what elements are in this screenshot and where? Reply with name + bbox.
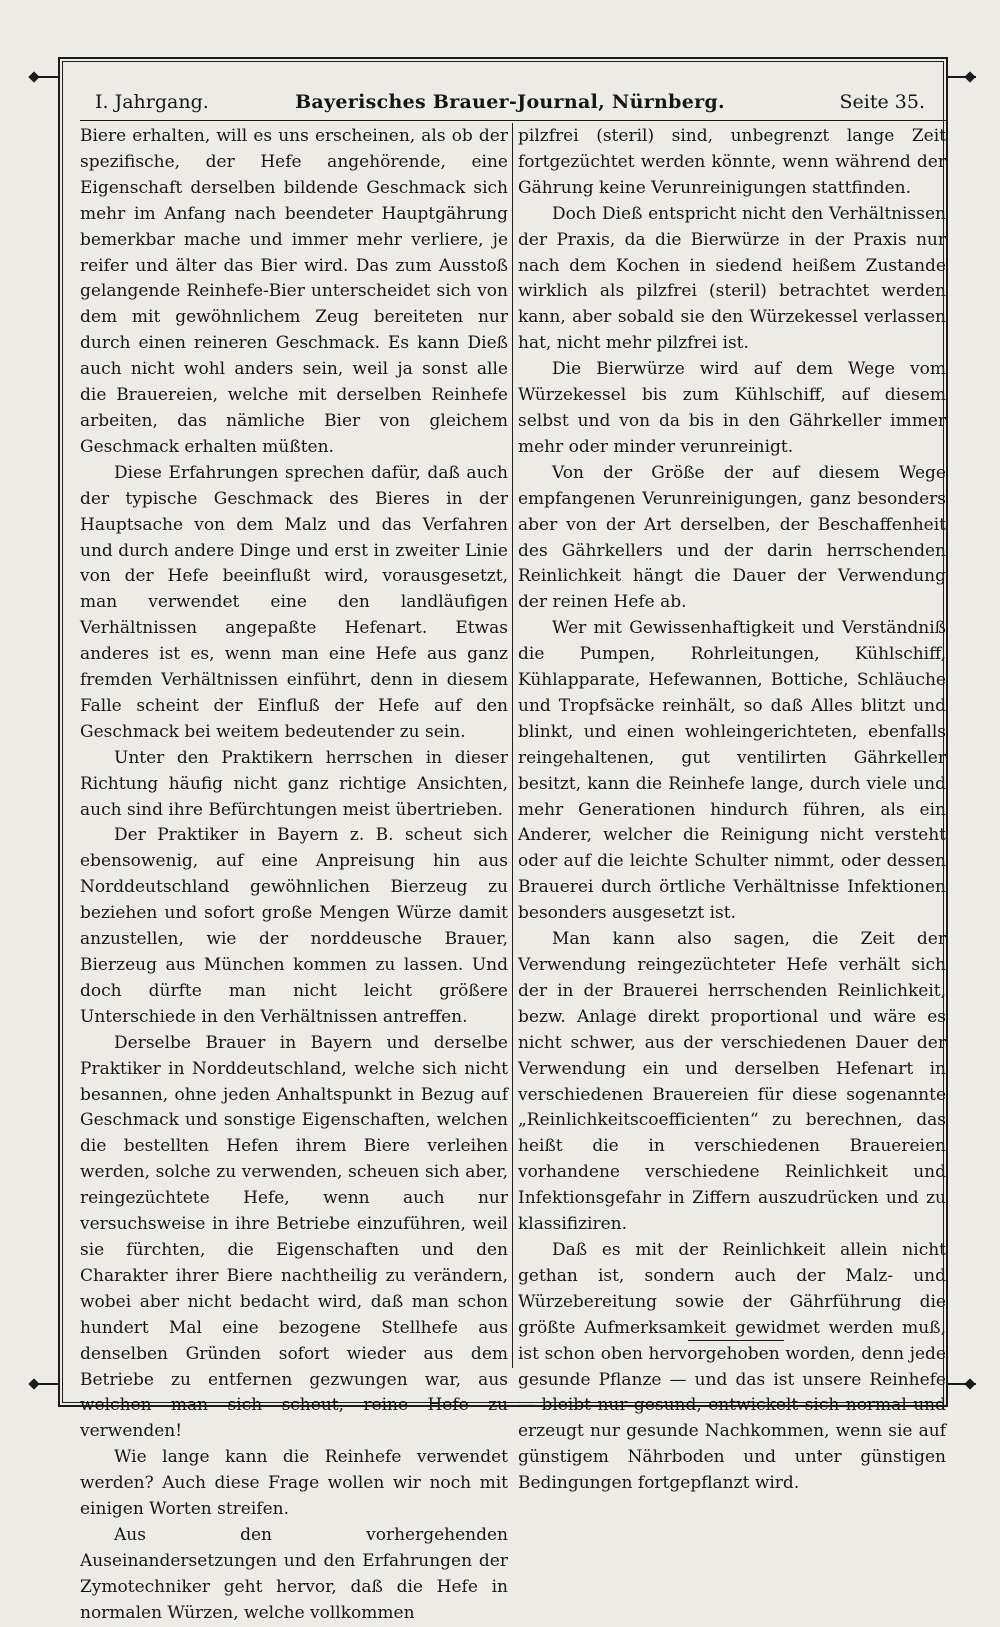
paragraph: Wer mit Gewissenhaftigkeit und Verständniß die Pumpen, Rohrleitungen, Kühlschiff, Kühlapparate, Hefewannen, Bottiche, Schläuche und Tropfsäcke reinhält, so daß Alles blitzt und blinkt, und einen wohleingerichteten, ebenfalls reingehaltenen, gut ventilirten Gährkeller besitzt, kann die Reinhefe lange, durch viele und mehr Generationen hindurch führen, als ein Anderer, welcher die Reinigung nicht versteht oder auf die leichte Schulter nimmt, oder dessen Brauerei durch örtliche Verhältnisse Infektionen besonders ausgesetzt ist. [518,618,946,924]
ornament-diamond-icon [28,71,39,82]
paragraph: Daß es mit der Reinlichkeit allein nicht gethan ist, sondern auch der Malz- und Würzebereitung sowie der Gährführung die größte Aufmerksamkeit gewidmet werden muß, ist schon oben hervorgehoben worden, denn jede gesunde Pflanze — und das ist unsere Reinhefe — bleibt nur gesund, entwickelt sich normal und erzeugt nur gesunde Nachkommen, wenn sie auf günstigem Nährboden und unter günstigen Bedingungen fortgepflanzt wird. [518,1239,946,1494]
ornament-diamond-icon [28,1378,39,1389]
ornament-diamond-icon [964,71,975,82]
paragraph: Doch Dieß entspricht nicht den Verhältnissen der Praxis, da die Bierwürze in der Praxis nur nach dem Kochen in siedend heißem Zustande wirklich als pilzfrei (steril) betrachtet werden kann, aber sobald sie den Würzekessel verlassen hat, nicht mehr pilzfrei ist. [518,203,946,354]
journal-title: Bayerisches Brauer-Journal, Nürnberg. [295,91,725,113]
paragraph: Diese Erfahrungen sprechen dafür, daß auch der typische Geschmack des Bieres in der Hauptsache von dem Malz und das Verfahren und durch andere Dinge und erst in zweiter Linie von der Hefe beeinflußt wird, vorausgesetzt, man verwendet eine den landläufigen Verhältnissen angepaßte Hefenart. Etwas anderes ist es, wenn man eine Hefe aus ganz fremden Verhältnissen einführt, denn in diesem Falle scheint der Einfluß der Hefe auf den Geschmack bei weitem bedeutender zu sein. [80,462,508,742]
header-divider [80,120,948,121]
paragraph: Die Bierwürze wird auf dem Wege vom Würzekessel bis zum Kühlschiff, auf diesem selbst und von da bis in den Gährkeller immer mehr oder minder verunreinigt. [518,359,946,457]
right-column [518,124,946,1497]
page-number: Seite 35. [839,91,925,113]
ornament-diamond-icon [964,1378,975,1389]
paragraph: Aus den vorhergehenden Auseinandersetzungen und den Erfahrungen der Zymotechniker geht hervor, daß die Hefe in normalen Würzen, welche vollkommen [80,1524,508,1623]
column-divider [512,123,513,1368]
running-header [95,88,925,118]
paragraph: Biere erhalten, will es uns erscheinen, als ob der spezifische, der Hefe angehörende, eine Eigenschaft derselben bildende Geschmack sich mehr im Anfang nach beendeter Hauptgährung bemerkbar mache und immer mehr verliere, je reifer und älter das Bier wird. Das zum Ausstoß gelangende Reinhefe-Bier unterscheidet sich von dem mit gewöhnlichem Zeug bereiteten nur durch einen reineren Geschmack. Es kann Dieß auch nicht wohl anders sein, weil ja sonst alle die Brauereien, welche mit derselben Reinhefe arbeiten, das nämliche Bier von gleichem Geschmack erhalten müßten. [80,126,508,457]
paragraph: pilzfrei (steril) sind, unbegrenzt lange Zeit fortgezüchtet werden könnte, wenn während der Gährung keine Verunreinigungen stattfinden. [518,126,946,198]
paragraph: Der Praktiker in Bayern z. B. scheut sich ebensowenig, auf eine Anpreisung hin aus Norddeutschland gewöhnlichen Bierzeug zu beziehen und sofort große Mengen Würze damit anzustellen, wie der norddeusche Brauer, Bierzeug aus München kommen zu lassen. Und doch dürfte man nicht leicht größere Unterschiede in den Verhältnissen antreffen. [80,825,508,1027]
paragraph: Derselbe Brauer in Bayern und derselbe Praktiker in Norddeutschland, welche sich nicht besannen, ohne jeden Anhaltspunkt in Bezug auf Geschmack und sonstige Eigenschaften, welchen die bestellten Hefen ihrem Biere verleihen werden, solche zu verwenden, scheuen sich aber, reingezüchtete Hefe, wenn auch nur versuchsweise in ihre Betriebe einzuführen, weil sie fürchten, die Eigenschaften und den Charakter ihrer Biere nachtheilig zu verändern, wobei aber nicht bedacht wird, daß man schon hundert Mal eine bezogene Stellhefe aus denselben Gründen sofort wieder aus dem Betriebe zu entfernen gezwungen war, aus welchen man sich scheut, reine Hefe zu verwenden! [80,1032,508,1442]
paragraph: Von der Größe der auf diesem Wege empfangenen Verunreinigungen, ganz besonders aber von der Art derselben, der Beschaffenheit des Gährkellers und der darin herrschenden Reinlichkeit hängt die Dauer der Verwendung der reinen Hefe ab. [518,462,946,613]
paragraph: Wie lange kann die Reinhefe verwendet werden? Auch diese Frage wollen wir noch mit einigen Worten streifen. [80,1447,508,1520]
article-end-rule [688,1340,784,1341]
paragraph: Unter den Praktikern herrschen in dieser Richtung häufig nicht ganz richtige Ansichten, auch sind ihre Befürchtungen meist übertrieben. [80,747,508,820]
left-column [80,124,508,1627]
volume-label: I. Jahrgang. [95,91,209,113]
paragraph: Man kann also sagen, die Zeit der Verwendung reingezüchteter Hefe verhält sich der in der Brauerei herrschenden Reinlichkeit, bezw. Anlage direkt proportional und wäre es nicht schwer, aus der verschiedenen Dauer der Verwendung ein und derselben Hefenart in verschiedenen Brauereien für diese sogenannte „Reinlichkeitscoefficienten“ zu berechnen, das heißt die in verschiedenen Brauereien vorhandene verschiedene Reinlichkeit und Infektionsgefahr in Ziffern auszudrücken und zu klassifiziren. [518,929,946,1235]
